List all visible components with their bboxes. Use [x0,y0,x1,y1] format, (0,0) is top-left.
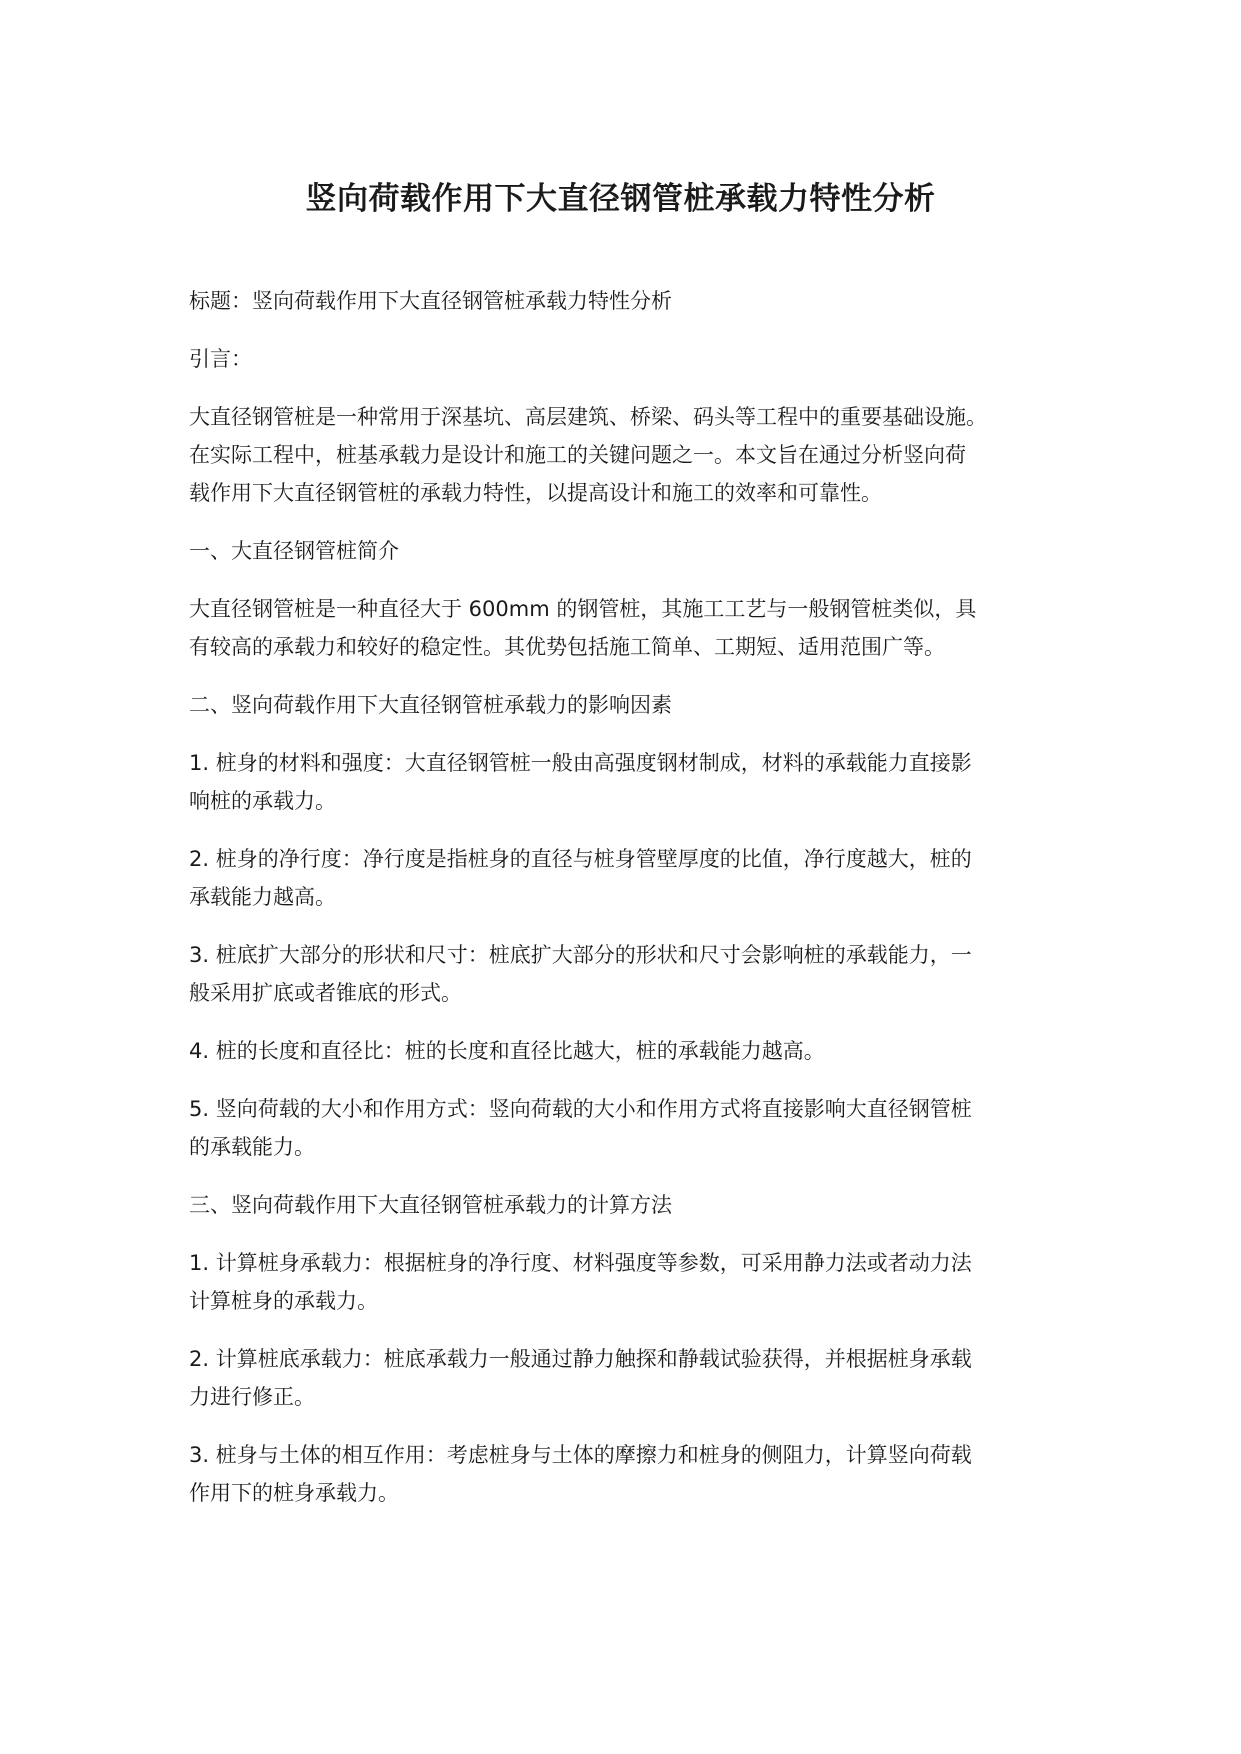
list-item: 1. 计算桩身承载力：根据桩身的净行度、材料强度等参数，可采用静力法或者动力法 计算桩身的承载力。 [189,1251,972,1313]
list-item: 2. 桩身的净行度：净行度是指桩身的直径与桩身管壁厚度的比值，净行度越大，桩的 承载能力越高。 [189,847,972,909]
list-item: 4. 桩的长度和直径比：桩的长度和直径比越大，桩的承载能力越高。 [189,1039,825,1063]
paragraph-heading-label: 标题：竖向荷载作用下大直径钢管桩承载力特性分析 [189,289,672,313]
document-body [189,282,1059,1532]
paragraph-intro-label: 引言： [189,347,252,371]
section-heading-3: 三、竖向荷载作用下大直径钢管桩承载力的计算方法 [189,1193,672,1217]
list-item: 2. 计算桩底承载力：桩底承载力一般通过静力触探和静载试验获得，并根据桩身承载 力进行修正。 [189,1347,972,1409]
paragraph-intro-text: 大直径钢管桩是一种常用于深基坑、高层建筑、桥梁、码头等工程中的重要基础设施。 在实际工程中，桩基承载力是设计和施工的关键问题之一。本文旨在通过分析竖向荷 载作用下大直径钢管桩的承载力特性，以提高设计和施工的效率和可靠性。 [189,405,987,505]
list-item: 1. 桩身的材料和强度：大直径钢管桩一般由高强度钢材制成，材料的承载能力直接影 响桩的承载力。 [189,751,972,813]
paragraph-section-1: 大直径钢管桩是一种直径大于 600mm 的钢管桩，其施工工艺与一般钢管桩类似，具 有较高的承载力和较好的稳定性。其优势包括施工简单、工期短、适用范围广等。 [189,597,977,659]
list-item: 3. 桩底扩大部分的形状和尺寸：桩底扩大部分的形状和尺寸会影响桩的承载能力，一 般采用扩底或者锥底的形式。 [189,943,972,1005]
section-heading-2: 二、竖向荷载作用下大直径钢管桩承载力的影响因素 [189,693,672,717]
list-item: 3. 桩身与土体的相互作用：考虑桩身与土体的摩擦力和桩身的侧阻力，计算竖向荷载 作用下的桩身承载力。 [189,1443,972,1505]
list-item: 5. 竖向荷载的大小和作用方式：竖向荷载的大小和作用方式将直接影响大直径钢管桩 的承载能力。 [189,1097,972,1159]
document-title: 竖向荷载作用下大直径钢管桩承载力特性分析 [305,181,936,217]
section-heading-1: 一、大直径钢管桩简介 [189,539,399,563]
